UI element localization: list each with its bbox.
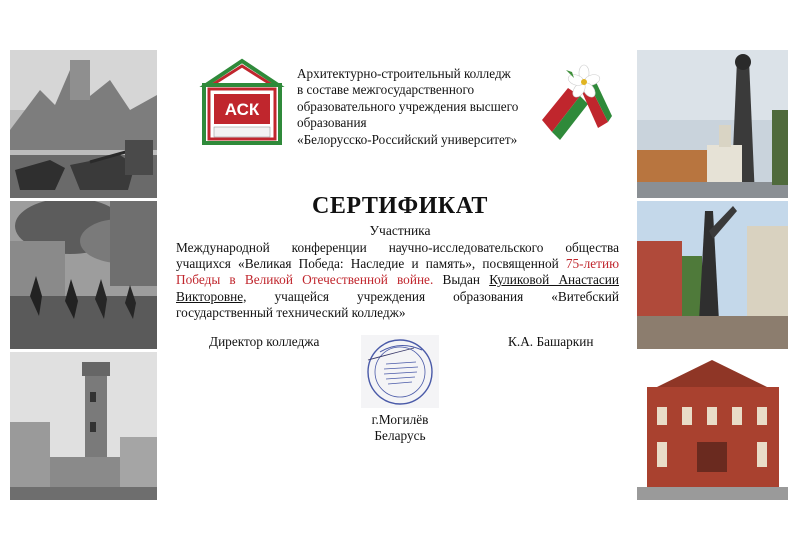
participant-label: Участника (369, 223, 431, 238)
organization-name (297, 66, 532, 148)
country-name: Беларусь (374, 428, 426, 444)
director-name: К.А. Башаркин (508, 334, 594, 349)
place (0, 412, 800, 445)
college-logo (198, 57, 286, 149)
city-name: г.Могилёв (371, 412, 429, 427)
body-text-part-2: Выдан (433, 272, 490, 288)
monument-square-photo (637, 50, 788, 198)
official-stamp (360, 334, 440, 409)
belarus-ribbon-flower-icon (538, 58, 612, 148)
certificate-title: СЕРТИФИКАТ (312, 193, 488, 219)
war-street-tanks-photo (10, 50, 157, 198)
org-line-4: образования (297, 115, 367, 131)
anniversary-text: 75-летию Победы в Великой Отечественной войне. (176, 256, 619, 288)
body-text-part-3: учащейся учреждения образования «Витебский государственный технический колледж» (176, 288, 619, 320)
logo-letters: АСК (224, 100, 260, 119)
director-title: Директор колледжа (209, 334, 320, 349)
org-line-1: Архитектурно-строительный колледж (297, 66, 511, 81)
org-line-5: «Белорусско-Российский университет» (297, 131, 518, 147)
body-text-part-1: Международной конференции научно-исследовательского общества учащихся «Великая Победа: Наследие и память», посвященной (176, 240, 619, 272)
recipient-name: Куликовой Анастасии Викторовне, (176, 272, 619, 304)
org-line-2: в составе межгосударственного (297, 82, 475, 98)
org-line-3: образовательного учреждения высшего (297, 98, 519, 114)
certificate-body (176, 240, 619, 321)
